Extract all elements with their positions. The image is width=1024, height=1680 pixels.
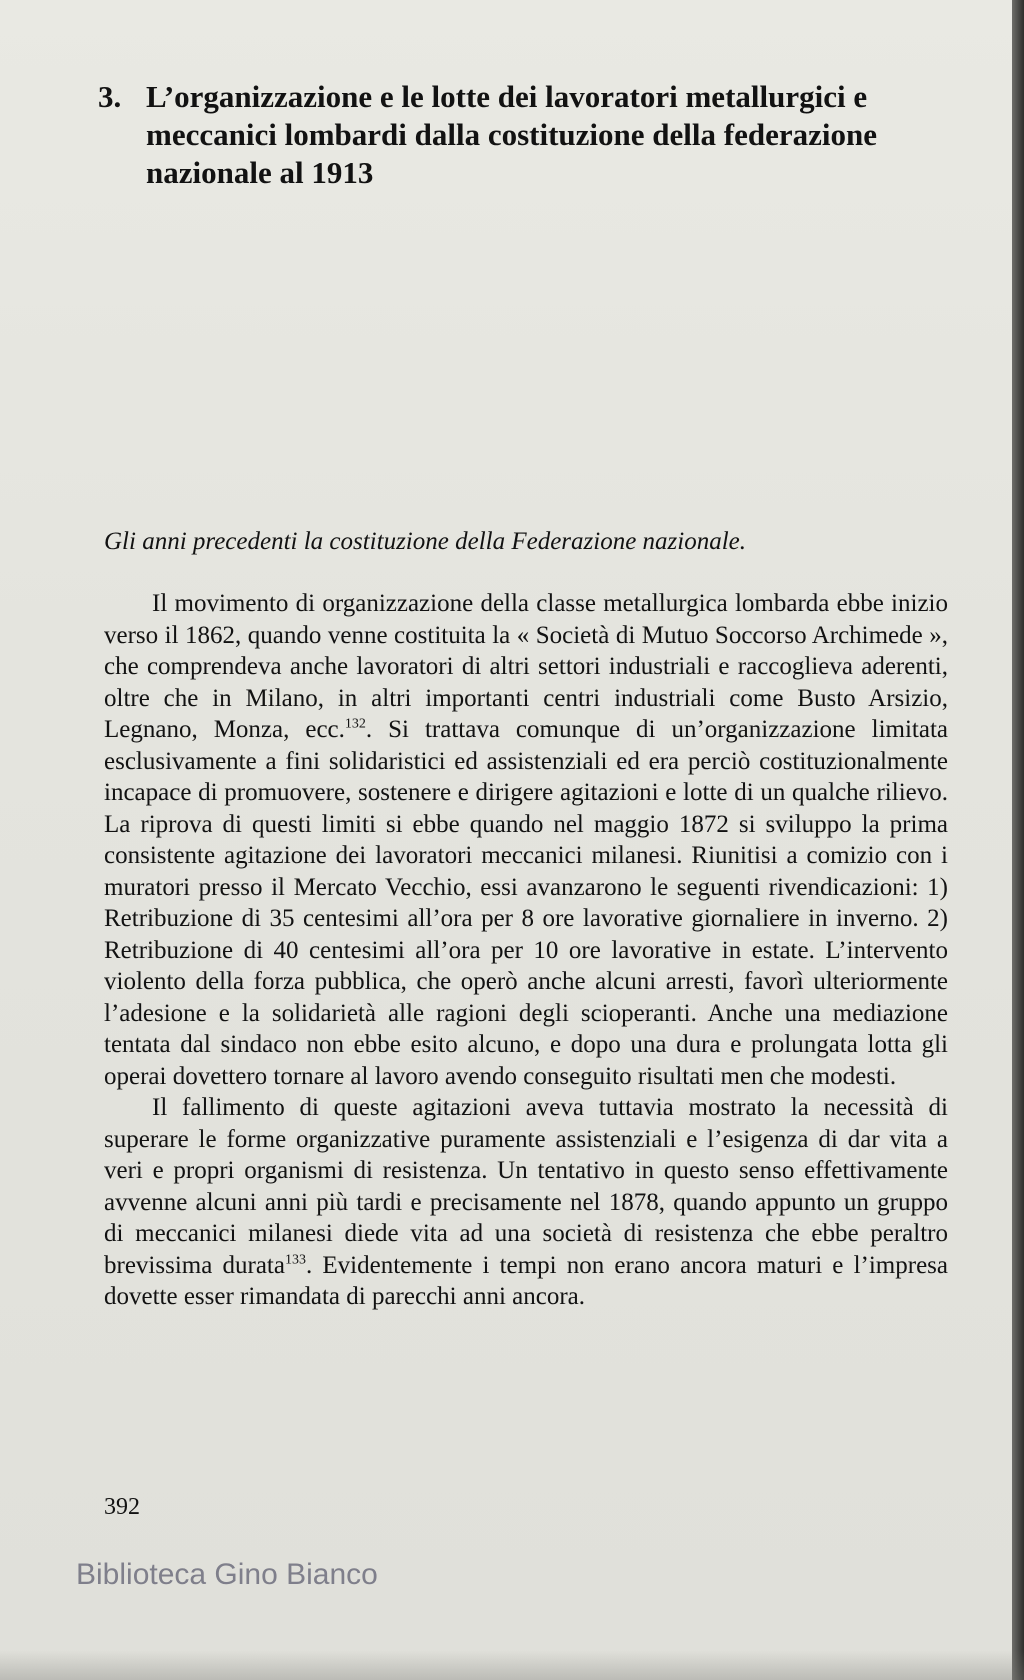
paragraph-text: Il fallimento di queste agitazioni aveva tuttavia mostrato la necessità di superare le forme organizzative puramente assistenziali e l’esigenza di dar vita a veri e propri organismi di resistenza. Un tentativo in questo senso effettivamente avvenne alcuni anni più tardi e precisamente nel 1878, quando appunto un gruppo di meccanici milanesi diede vita ad una società di resistenza che ebbe peraltro brevissima durata — [104, 1094, 948, 1279]
library-stamp: Biblioteca Gino Bianco — [76, 1558, 378, 1591]
chapter-title: L’organizzazione e le lotte dei lavoratori metallurgici e meccanici lombardi dalla costituzione della federazione nazionale al 1913 — [146, 79, 877, 190]
page-edge-shadow — [1012, 0, 1024, 1680]
paragraph — [104, 1092, 948, 1313]
page-number: 392 — [104, 1494, 140, 1520]
body-text — [104, 588, 948, 1313]
footnote-ref: 133 — [284, 1252, 306, 1268]
footnote-ref: 132 — [344, 716, 366, 732]
paragraph-text: . Si trattava comunque di un’organizzazione limitata esclusivamente a fini solidaristici ed assistenziali ed era perciò costituzionalmente incapace di promuovere, sostenere e dirigere agitazioni e lotte di un qualche rilievo. La riprova di questi limiti si ebbe quando nel maggio 1872 si sviluppo la prima consistente agitazione dei lavoratori meccanici milanesi. Riunitisi a comizio con i muratori presso il Mercato Vecchio, essi avanzarono le seguenti rivendicazioni: 1) Retribuzione di 35 centesimi all’ora per 8 ore lavorative giornaliere in inverno. 2) Retribuzione di 40 centesimi all’ora per 10 ore lavorative in estate. L’intervento violento della forza pubblica, che operò anche alcuni arresti, favorì ulteriormente l’adesione e la solidarietà alle ragioni degli scioperanti. Anche una mediazione tentata dal sindaco non ebbe esito alcuno, e dopo una dura e prolungata lotta gli operai dovettero tornare al lavoro avendo conseguito risultati men che modesti. — [104, 716, 948, 1090]
paragraph-text: . Evidentemente i tempi non erano ancora maturi e l’impresa dovette esser rimandata di parecchi anni ancora. — [104, 1251, 948, 1310]
section-title: Gli anni precedenti la costituzione della Federazione nazionale. — [104, 528, 747, 555]
chapter-heading — [98, 78, 918, 192]
bottom-shadow — [0, 1650, 1024, 1680]
paragraph-text: Il movimento di organizzazione della classe metallurgica lombarda ebbe inizio verso il 1862, quando venne costituita la « Società di Mutuo Soccorso Archimede », che comprendeva anche lavoratori di altri settori industriali e raccoglieva aderenti, oltre che in Milano, in altri importanti centri industriali come Busto Arsizio, Legnano, Monza, ecc. — [104, 590, 948, 743]
paragraph — [104, 588, 948, 1092]
chapter-number: 3. — [98, 79, 122, 114]
